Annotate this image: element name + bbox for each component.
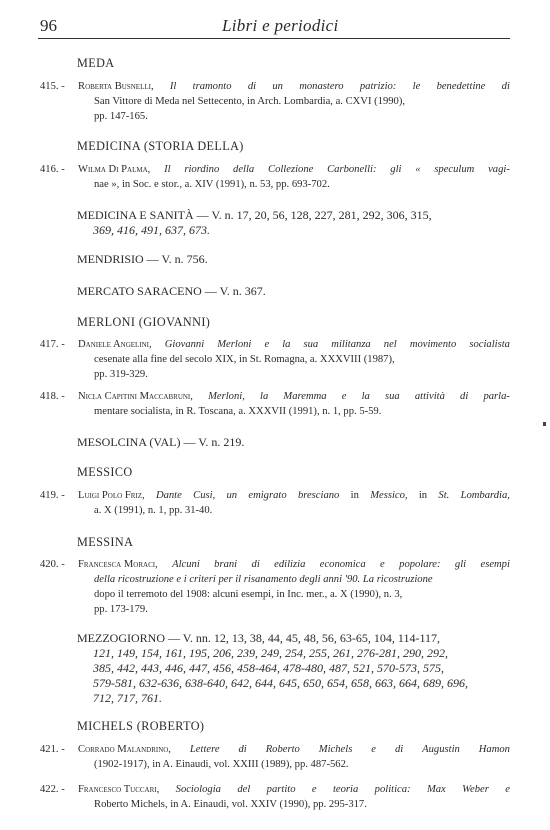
entry-line: Luigi Polo Friz, Dante Cusi, un emigrato bresciano in Messico, in St. Lombardia, (78, 490, 510, 501)
entry-line: pp. 173-179. (94, 604, 148, 615)
entry-line: Francesca Moraci, Alcuni brani di edilizia economica e popolare: gli esempi (78, 559, 510, 570)
heading-messina: MESSINA (77, 535, 134, 549)
margin-mark (543, 422, 546, 426)
xref-line: 712, 717, 761. (93, 691, 162, 705)
entry-number: 415. - (40, 81, 65, 92)
entry-number: 416. - (40, 164, 65, 175)
entry-line: nae », in Soc. e stor., a. XIV (1991), n. 53, pp. 693-702. (94, 179, 330, 190)
entry-line: a. X (1991), n. 1, pp. 31-40. (94, 505, 213, 516)
entry-line: Roberta Busnelli, Il tramonto di un monastero patrizio: le benedettine di (78, 81, 510, 92)
entry-line: mentare socialista, in R. Toscana, a. XXXVII (1991), n. 1, pp. 5-59. (94, 406, 382, 417)
entry-line: Wilma Di Palma, Il riordino della Collezione Carbonelli: gli « speculum vagi- (78, 164, 510, 175)
entry-line: Roberto Michels, in A. Einaudi, vol. XXIV (1990), pp. 295-317. (94, 799, 367, 810)
heading-merloni: MERLONI (GIOVANNI) (77, 315, 211, 329)
entry-number: 422. - (40, 784, 65, 795)
xref-line: MEDICINA E SANITÀ — V. n. 17, 20, 56, 128, 227, 281, 292, 306, 315, (77, 208, 432, 222)
xref-line: 579-581, 632-636, 638-640, 642, 644, 645, 650, 654, 658, 663, 664, 689, 696, (93, 676, 468, 690)
xref-line: MERCATO SARACENO — V. n. 367. (77, 284, 266, 298)
entry-line: Corrado Malandrino, Lettere di Roberto Michels e di Augustin Hamon (78, 744, 510, 755)
xref-line: 369, 416, 491, 637, 673. (93, 223, 210, 237)
entry-line: della ricostruzione e i criteri per il risanamento degli anni '90. La ricostruzione (94, 574, 433, 585)
entry-line: cesenate alla fine del secolo XIX, in St. Romagna, a. XXXVIII (1987), (94, 354, 395, 365)
header-rule (38, 38, 510, 39)
xref-line: 121, 149, 154, 161, 195, 206, 239, 249, 254, 255, 261, 276-281, 290, 292, (93, 646, 448, 660)
entry-line: Francesco Tuccari, Sociologia del partito e teoria politica: Max Weber e (78, 784, 510, 795)
entry-line: San Vittore di Meda nel Settecento, in Arch. Lombardia, a. CXVI (1990), (94, 96, 406, 107)
entry-line: pp. 147-165. (94, 111, 148, 122)
entry-number: 418. - (40, 391, 65, 402)
xref-line: 385, 442, 443, 446, 447, 456, 458-464, 478-480, 487, 521, 570-573, 575, (93, 661, 444, 675)
xref-line: MENDRISIO — V. n. 756. (77, 252, 208, 266)
entry-number: 421. - (40, 744, 65, 755)
heading-messico: MESSICO (77, 465, 133, 479)
heading-meda: MEDA (77, 56, 115, 70)
entry-number: 420. - (40, 559, 65, 570)
entry-line: Nicla Capitini Maccabruni, Merloni, la Maremma e la sua attività di parla- (78, 391, 510, 402)
heading-michels: MICHELS (ROBERTO) (77, 719, 205, 733)
xref-line: MEZZOGIORNO — V. nn. 12, 13, 38, 44, 45, 48, 56, 63-65, 104, 114-117, (77, 631, 440, 645)
entry-line: pp. 319-329. (94, 369, 148, 380)
xref-line: MESOLCINA (VAL) — V. n. 219. (77, 435, 245, 449)
entry-line: (1902-1917), in A. Einaudi, vol. XXIII (1989), pp. 487-562. (94, 759, 349, 770)
running-title: Libri e periodici (222, 16, 339, 35)
entry-number: 417. - (40, 339, 65, 350)
heading-medicina-storia: MEDICINA (STORIA DELLA) (77, 139, 244, 153)
entry-line: dopo il terremoto del 1908: alcuni esempi, in Inc. mer., a. X (1990), n. 3, (94, 589, 403, 600)
entry-line: Daniele Angelini, Giovanni Merloni e la sua militanza nel movimento socialista (78, 339, 510, 350)
page-number: 96 (40, 16, 57, 35)
entry-number: 419. - (40, 490, 65, 501)
